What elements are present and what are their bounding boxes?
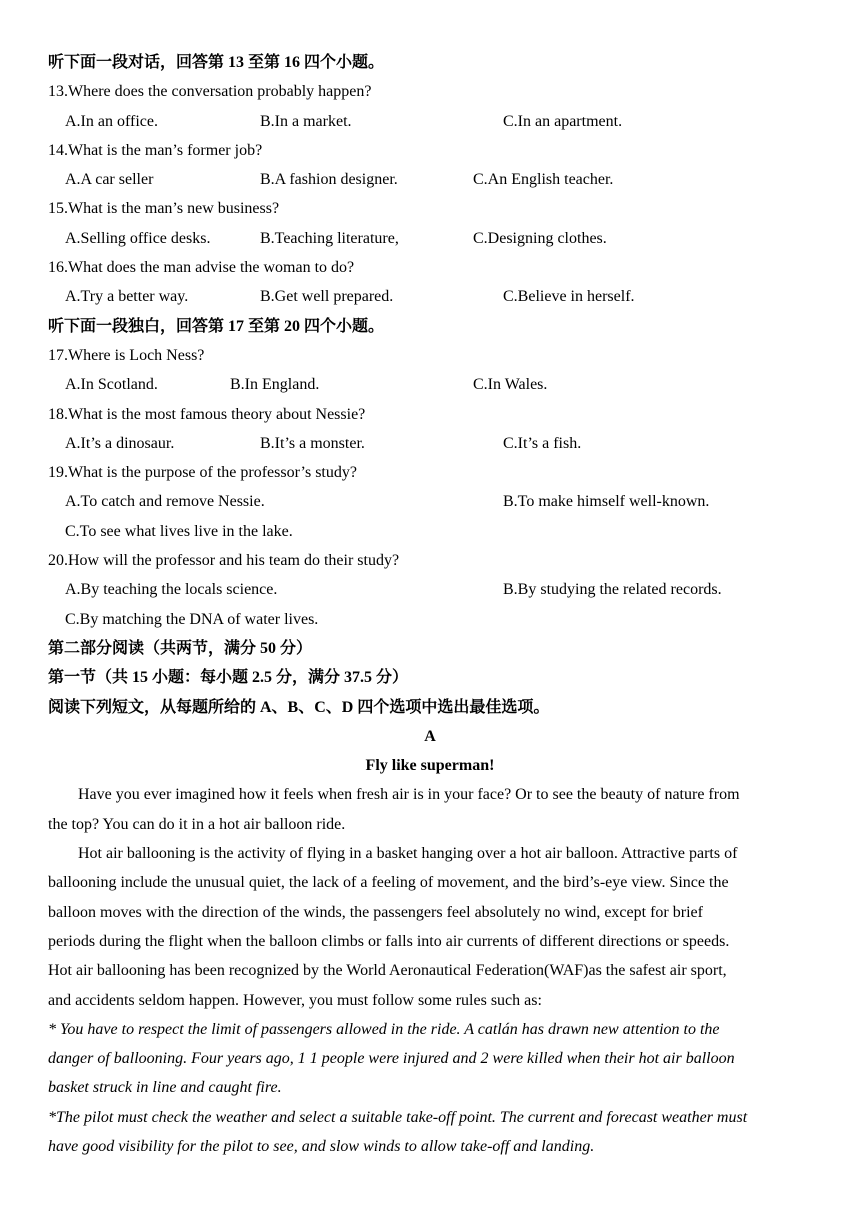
rule2-line: have good visibility for the pilot to see, and slow winds to allow take-off and landing. — [48, 1137, 595, 1155]
q14-stem: 14.What is the man’s former job? — [48, 141, 263, 159]
q17-option-c: C.In Wales. — [473, 376, 548, 394]
q17-option-b: B.In England. — [230, 376, 320, 394]
q19-option-a: A.To catch and remove Nessie. — [65, 493, 265, 511]
q13-stem: 13.Where does the conversation probably happen? — [48, 83, 372, 101]
section2-header: 听下面一段独白，回答第 17 至第 20 四个小题。 — [48, 317, 385, 335]
passage-title: Fly like superman! — [365, 757, 495, 775]
q13-option-c: C.In an apartment. — [503, 112, 623, 130]
reading-instructions: 阅读下列短文，从每题所给的 A、B、C、D 四个选项中选出最佳选项。 — [48, 698, 550, 716]
q15-stem: 15.What is the man’s new business? — [48, 200, 280, 218]
q13-options — [48, 107, 812, 136]
q20-option-a: A.By teaching the locals science. — [65, 581, 278, 599]
para2-line: balloon moves with the direction of the winds, the passengers feel absolutely no wind, except for brief — [48, 903, 703, 921]
q20-options-row1 — [48, 575, 812, 604]
q15-options — [48, 224, 812, 253]
q14-option-b: B.A fashion designer. — [260, 171, 398, 189]
para2-line: Hot air ballooning is the activity of flying in a basket hanging over a hot air balloon. Attractive parts of — [78, 845, 738, 863]
q20-option-c: C.By matching the DNA of water lives. — [65, 610, 319, 628]
passage-letter: A — [424, 727, 436, 745]
q20-options-row2 — [48, 605, 812, 634]
q18-options — [48, 429, 812, 458]
q16-stem: 16.What does the man advise the woman to do? — [48, 259, 355, 277]
q19-options-row2 — [48, 517, 812, 546]
q17-options — [48, 370, 812, 399]
rule1-line: * You have to respect the limit of passengers allowed in the ride. A catlán has drawn new attention to the — [48, 1020, 720, 1038]
para2-line: periods during the flight when the balloon climbs or falls into air currents of different directions or speeds. — [48, 932, 730, 950]
q19-option-b: B.To make himself well-known. — [503, 493, 710, 511]
q13-option-a: A.In an office. — [65, 112, 158, 130]
rule1-line: basket struck in line and caught fire. — [48, 1079, 282, 1097]
para2-line: ballooning include the unusual quiet, the lack of a feeling of movement, and the bird’s-eye view. Since the — [48, 874, 729, 892]
q14-option-c: C.An English teacher. — [473, 171, 614, 189]
para2-line: and accidents seldom happen. However, you must follow some rules such as: — [48, 991, 542, 1009]
q18-option-c: C.It’s a fish. — [503, 434, 582, 452]
rule1-line: danger of ballooning. Four years ago, 1 1 people were injured and 2 were killed when their hot air balloon — [48, 1050, 735, 1068]
q18-option-b: B.It’s a monster. — [260, 434, 365, 452]
part2-header: 第二部分阅读（共两节，满分 50 分） — [48, 639, 313, 657]
q14-options — [48, 165, 812, 194]
rule2-line: *The pilot must check the weather and select a suitable take-off point. The current and forecast weather must — [48, 1108, 748, 1126]
q19-option-c: C.To see what lives live in the lake. — [65, 522, 293, 540]
q15-option-b: B.Teaching literature, — [260, 229, 399, 247]
q16-option-b: B.Get well prepared. — [260, 288, 394, 306]
q14-option-a: A.A car seller — [65, 171, 154, 189]
para1-line: Have you ever imagined how it feels when fresh air is in your face? Or to see the beauty of nature from — [78, 786, 740, 804]
para1-line: the top? You can do it in a hot air balloon ride. — [48, 815, 346, 833]
q20-stem: 20.How will the professor and his team do their study? — [48, 552, 400, 570]
q20-option-b: B.By studying the related records. — [503, 581, 722, 599]
section1-header: 听下面一段对话，回答第 13 至第 16 四个小题。 — [48, 54, 385, 71]
q13-option-b: B.In a market. — [260, 112, 352, 130]
q15-option-c: C.Designing clothes. — [473, 229, 607, 247]
q16-option-a: A.Try a better way. — [65, 288, 189, 306]
q19-options-row1 — [48, 487, 812, 516]
q18-option-a: A.It’s a dinosaur. — [65, 434, 175, 452]
para2-line: Hot air ballooning has been recognized by the World Aeronautical Federation(WAF)as the safest air sport, — [48, 962, 727, 980]
q16-option-c: C.Believe in herself. — [503, 288, 635, 306]
document-page — [48, 48, 812, 1161]
q18-stem: 18.What is the most famous theory about Nessie? — [48, 405, 366, 423]
section1-reading-header: 第一节（共 15 小题：每小题 2.5 分，满分 37.5 分） — [48, 669, 409, 687]
q15-option-a: A.Selling office desks. — [65, 229, 211, 247]
q17-option-a: A.In Scotland. — [65, 376, 158, 394]
q16-options — [48, 282, 812, 311]
q17-stem: 17.Where is Loch Ness? — [48, 346, 205, 364]
q19-stem: 19.What is the purpose of the professor’s study? — [48, 464, 357, 482]
